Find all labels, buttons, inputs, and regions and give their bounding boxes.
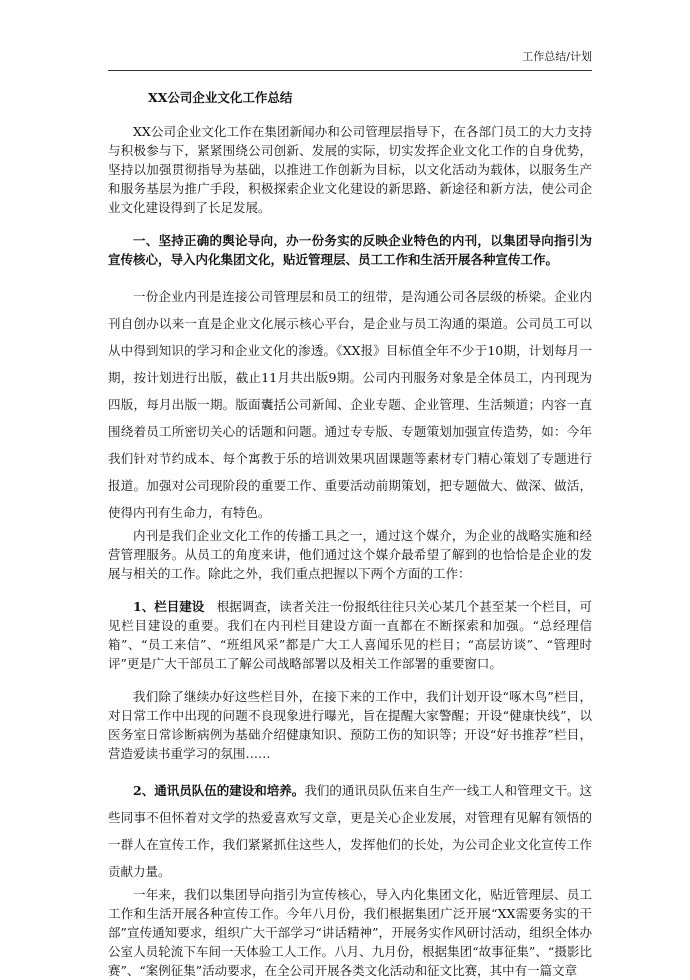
paragraph [108, 885, 592, 980]
paragraph-lead: 2、通讯员队伍的建设和培养。 [133, 783, 305, 798]
page-header: 工作总结/计划 [108, 48, 592, 71]
paragraph-text: 内刊是我们企业文化工作的传播工具之一，通过这个媒介，为企业的战略实施和经营管理服务。从员工的角度来讲，他们通过这个媒介最希望了解到的也恰恰是企业的发展与相关的工作。除此之外，我们重点把握以下两个方面的工作： [108, 528, 592, 581]
paragraph [108, 597, 592, 673]
document-title: XX公司企业文化工作总结 [148, 90, 293, 105]
paragraph-text: 一份企业内刊是连接公司管理层和员工的纽带，是沟通公司各层级的桥梁。企业内刊自创办以来一直是企业文化展示核心平台，是企业与员工沟通的渠道。公司员工可以从中得到知识的学习和企业文化的渗透。《XX报》目标值全年不少于10期，计划每月一期，按计划进行出版，截止11月共出版9期。公司内刊服务对象是全体员工，内刊现为四版，每月出版一期。版面囊括公司新闻、企业专题、企业管理、生活频道；内容一直围绕着员工所密切关心的话题和问题。通过专专版、专题策划加强宣传造势，如：今年我们针对节约成本、每个寓教于乐的培训效果巩固课题等素材专门精心策划了专题进行报道。加强对公司现阶段的重要工作、重要活动前期策划，把专题做大、做深、做活，使得内刊有生命力，有特色。 [108, 289, 592, 520]
paragraph-lead: 1、栏目建设 [133, 599, 205, 614]
paragraph [108, 526, 592, 583]
paragraph-list [108, 122, 592, 980]
document-body [108, 88, 592, 980]
paragraph-text: 一年来，我们以集团导向指引为宣传核心，导入内化集团文化，贴近管理层、员工工作和生活开展各种宣传工作。今年八月份，我们根据集团广泛开展“XX需要务实的干部”宣传通知要求，组织广大干部学习“讲话精神”，开展务实作风研讨活动，组织全体办公室人员轮流下车间一天体验工人工作。八月、九月份，根据集团“故事征集”、“摄影比赛”、“案例征集”活动要求，在全公司开展各类文化活动和征文比赛，其中有一篇文章 [108, 887, 592, 978]
paragraph [108, 687, 592, 763]
paragraph [108, 122, 592, 217]
paragraph-text: 我们除了继续办好这些栏目外，在接下来的工作中，我们计划开设“啄木鸟”栏目，对日常工作中出现的问题不良现象进行曝光，旨在提醒大家警醒；开设“健康快线”，以医务室日常诊断病例为基础介绍健康知识、预防工伤的知识等；开设“好书推荐”栏目，营造爱读书重学习的氛围…… [108, 689, 592, 761]
paragraph-text: 根据调查，读者关注一份报纸往往只关心某几个甚至某一个栏目，可见栏目建设的重要。我们在内刊栏目建设方面一直都在不断探索和加强。“总经理信箱”、“员工来信”、“班组风采”都是广大工人喜闻乐见的栏目；“高层访谈”、“管理时评”更是广大干部员工了解公司战略部署以及相关工作部署的重要窗口。 [108, 599, 592, 671]
paragraph-text: XX公司企业文化工作在集团新闻办和公司管理层指导下，在各部门员工的大力支持与积极参与下，紧紧围绕公司创新、发展的实际，切实发挥企业文化工作的自身优势，坚持以加强贯彻指导为基础，以推进工作创新为目标，以文化活动为载体，以服务生产和服务基层为推广手段，积极探索企业文化建设的新思路、新途径和新方法，使公司企业文化建设得到了长足发展。 [108, 124, 592, 215]
paragraph-text: 我们的通讯员队伍来自生产一线工人和管理文干。这些同事不但怀着对文学的热爱喜欢写文章，更是关心企业发展，对管理有见解有领悟的一群人在宣传工作，我们紧紧抓住这些人，发挥他们的长处，为公司企业文化宣传工作贡献力量。 [108, 783, 592, 879]
paragraph [108, 283, 592, 526]
paragraph [108, 231, 592, 269]
paragraph [108, 777, 592, 885]
paragraph-text: 一、坚持正确的舆论导向，办一份务实的反映企业特色的内刊，以集团导向指引为宣传核心，导入内化集团文化，贴近管理层、员工工作和生活开展各种宣传工作。 [108, 233, 592, 267]
